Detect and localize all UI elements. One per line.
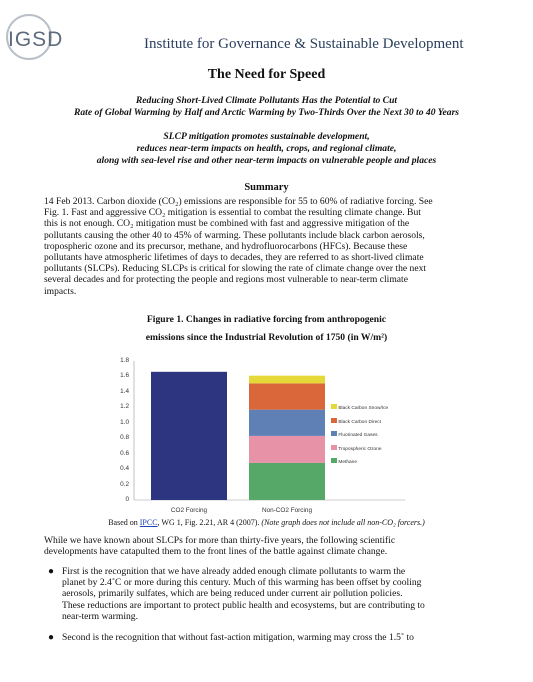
- paragraph-line: While we have known about SLCPs for more than thirty-five years, the following scientific: [44, 535, 396, 546]
- subtitle-line: Rate of Global Warming by Half and Arctic Warming by Two-Thirds Over the Next 30 to 40 Years: [73, 107, 460, 118]
- subtitle-line: SLCP mitigation promotes sustainable development,: [163, 131, 370, 142]
- logo: IGSD: [8, 28, 64, 51]
- bullet-line: These reductions are important to protect public health and ecosystems, but are contributing to: [62, 599, 425, 611]
- legend-entry: [331, 418, 381, 425]
- y-tick-label: 1.2: [120, 403, 129, 411]
- figure-caption: [0, 518, 533, 527]
- bar-segment: [249, 463, 325, 500]
- paragraph-line: pollutants causing the other 40 to 45% of warming. These pollutants include black carbon aerosols,: [44, 229, 425, 241]
- bullet-dot: ●: [48, 566, 55, 577]
- paragraph-line: pollutants have atmospheric lifetimes of days to decades, they are referred to as short-lived climate: [44, 252, 424, 264]
- y-tick-label: 1.0: [120, 418, 129, 426]
- bullet-line: near-term warming.: [62, 610, 138, 622]
- intro-paragraph: [44, 535, 484, 557]
- y-tick-label: 0.2: [120, 480, 129, 488]
- page-title: The Need for Speed: [207, 67, 326, 82]
- figure-title: [0, 311, 533, 347]
- bullet-line: Second is the recognition that without fast-action mitigation, warming may cross the 1.5˚ to: [62, 632, 414, 643]
- legend-label: Fluorinated Gases: [337, 433, 378, 438]
- figure-title-line: emissions since the Industrial Revolution of 1750 (in W/m²): [145, 332, 388, 343]
- legend-entry: [331, 458, 357, 465]
- x-tick-label: Non-CO2 Forcing: [261, 507, 313, 514]
- y-tick-label: 0.6: [120, 449, 129, 457]
- legend-swatch: [331, 445, 337, 450]
- legend-swatch: [331, 418, 337, 423]
- bullet-item-2: [62, 632, 484, 643]
- y-tick-label: 1.4: [120, 387, 129, 395]
- subtitle-line: Reducing Short-Lived Climate Pollutants Has the Potential to Cut: [135, 95, 398, 106]
- legend-entry: [331, 404, 388, 411]
- bar-segment: [249, 410, 325, 436]
- subtitle-line: reduces near-term impacts on health, crops, and regional climate,: [136, 143, 397, 154]
- paragraph-line: several decades and for protecting the people and regions most vulnerable to near-term climate: [44, 274, 408, 286]
- y-tick-label: 1.8: [120, 357, 129, 364]
- legend-label: Tropospheric Ozone: [337, 446, 382, 452]
- bullet-line: planet by 2.4˚C or more during this century. Much of this warming has been offset by cooling: [62, 577, 422, 589]
- y-tick-label: 0.4: [120, 465, 129, 473]
- figure-title-line: Figure 1. Changes in radiative forcing from anthropogenic: [146, 314, 387, 325]
- bullet-line: First is the recognition that we have already added enough climate pollutants to warm the: [62, 566, 406, 577]
- legend-entry: [331, 431, 378, 438]
- caption-note: (Note graph does not include all non-CO₂ forcers.): [261, 518, 425, 527]
- paragraph-line: Fig. 1. Fast and aggressive CO₂ mitigation is essential to combat the resulting climate change. But: [44, 207, 421, 219]
- bar-segment: [249, 376, 325, 384]
- summary-paragraph: [44, 196, 484, 297]
- paragraph-line: impacts.: [44, 285, 77, 297]
- legend-swatch: [331, 431, 337, 436]
- paragraph-line: developments have catapulted them to the front lines of the battle against climate change.: [44, 546, 388, 558]
- bullet-line: aerosols, primarily sulfates, which are being reduced under current air pollution policies.: [62, 588, 403, 600]
- ipcc-link[interactable]: IPCC: [139, 518, 158, 527]
- x-tick-label: CO2 Forcing: [170, 507, 208, 514]
- legend-label: Methane: [337, 460, 358, 465]
- y-tick-label: 1.6: [120, 372, 129, 380]
- caption-prefix: Based on: [108, 518, 140, 527]
- subtitle-line: along with sea-level rise and other near-term impacts on vulnerable people and places: [96, 155, 437, 166]
- legend-label: Black Carbon Direct: [337, 419, 381, 425]
- legend-swatch: [331, 458, 337, 463]
- bar-segment: [151, 372, 227, 500]
- paragraph-line: pollutants (SLCPs). Reducing SLCPs is critical for slowing the rate of climate change over the next: [44, 263, 427, 275]
- legend-entry: [331, 445, 382, 452]
- bar-segment: [249, 383, 325, 409]
- legend-swatch: [331, 404, 337, 409]
- bullet-dot: ●: [48, 632, 55, 643]
- legend-label: Black Carbon Snow/Ice: [337, 406, 389, 411]
- caption-text: , WG 1, Fig. 2.21, AR 4 (2007).: [157, 518, 262, 527]
- paragraph-line: 14 Feb 2013. Carbon dioxide (CO₂) emissions are responsible for 55 to 60% of radiative forcing. See: [44, 196, 433, 207]
- org-name: Institute for Governance & Sustainable Development: [144, 36, 464, 52]
- bullet-item-1: [62, 566, 484, 622]
- paragraph-line: tropospheric ozone and its precursor, methane, and hydrofluorocarbons (HFCs). Because these: [44, 240, 408, 252]
- paragraph-line: this is not enough. CO₂ mitigation must be combined with fast and aggressive mitigation of the: [44, 218, 410, 230]
- y-tick-label: 0.8: [120, 434, 129, 442]
- bar-segment: [249, 436, 325, 463]
- summary-heading: Summary: [244, 182, 289, 193]
- y-tick-label: 0: [125, 496, 129, 503]
